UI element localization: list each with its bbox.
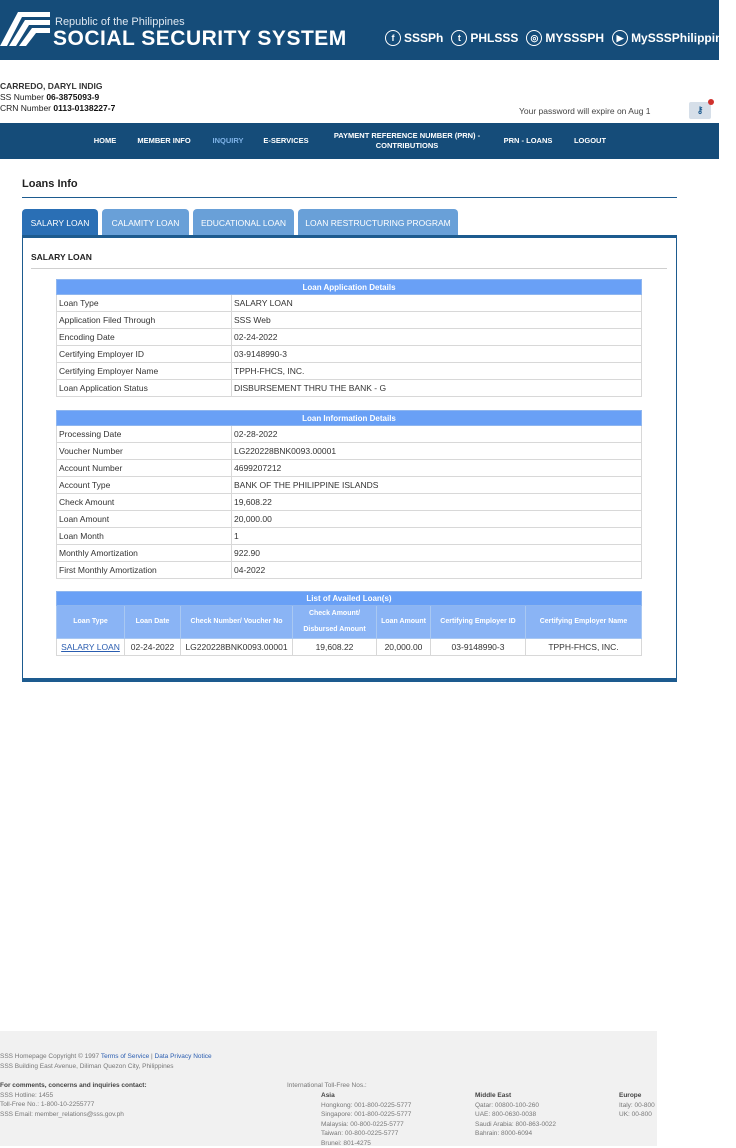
social-youtube[interactable] <box>612 30 736 46</box>
field-value: SSS Web <box>232 312 642 329</box>
field-label: Certifying Employer Name <box>57 363 232 380</box>
sss-logo-icon[interactable] <box>0 12 50 46</box>
republic-label: Republic of the Philippines <box>55 16 185 28</box>
field-value: 1 <box>232 528 642 545</box>
password-settings-button[interactable] <box>689 102 711 119</box>
facebook-icon: f <box>385 30 401 46</box>
field-label: Loan Application Status <box>57 380 232 397</box>
field-label: Monthly Amortization <box>57 545 232 562</box>
field-label: Loan Month <box>57 528 232 545</box>
site-title[interactable]: SOCIAL SECURITY SYSTEM <box>53 27 347 51</box>
list-item: Brunei: 801-4275 <box>321 1139 411 1148</box>
list-item: UAE: 800-0630-0038 <box>475 1110 556 1120</box>
terms-link[interactable]: Terms of Service <box>101 1053 149 1060</box>
table-caption: Loan Application Details <box>57 280 642 295</box>
notification-dot <box>708 99 714 105</box>
employer-name-cell: TPPH-FHCS, INC. <box>526 639 642 656</box>
voucher-cell: LG220228BNK0093.00001 <box>181 639 293 656</box>
field-value: 4699207212 <box>232 460 642 477</box>
field-label: Certifying Employer ID <box>57 346 232 363</box>
list-item: Taiwan: 00-800-0225-5777 <box>321 1129 411 1139</box>
social-facebook[interactable] <box>385 30 443 46</box>
copyright-text: SSS Homepage Copyright © 1997 <box>0 1053 99 1060</box>
table-row <box>57 329 642 346</box>
table-row <box>57 562 642 579</box>
europe-numbers <box>619 1091 657 1120</box>
column-header: Loan Amount <box>377 606 431 639</box>
instagram-icon: ◎ <box>526 30 542 46</box>
social-twitter-label: PHLSSS <box>470 31 518 45</box>
table-caption: Loan Information Details <box>57 411 642 426</box>
nav-prn-loans[interactable]: PRN - LOANS <box>498 123 558 159</box>
ss-number-row <box>0 92 115 103</box>
table-row <box>57 511 642 528</box>
field-value: BANK OF THE PHILIPPINE ISLANDS <box>232 477 642 494</box>
field-value: 02-28-2022 <box>232 426 642 443</box>
field-value: DISBURSEMENT THRU THE BANK - G <box>232 380 642 397</box>
tollfree-text: Toll-Free No.: 1-800-10-2255777 <box>0 1100 147 1110</box>
main-nav <box>0 123 719 159</box>
nav-inquiry[interactable]: INQUIRY <box>208 123 248 159</box>
panel-divider <box>31 268 667 269</box>
nav-home[interactable]: HOME <box>88 123 122 159</box>
heading-divider <box>22 197 677 198</box>
site-footer <box>0 1031 657 1146</box>
footer-copyright <box>0 1052 212 1071</box>
tab-salary-loan[interactable]: SALARY LOAN <box>22 209 98 236</box>
table-row <box>57 380 642 397</box>
crn-number-value: 0113-0138227-7 <box>53 103 115 113</box>
nav-logout[interactable]: LOGOUT <box>569 123 611 159</box>
loan-type-cell <box>57 639 125 656</box>
salary-loan-panel <box>22 235 677 682</box>
table-row <box>57 312 642 329</box>
tab-calamity-loan[interactable]: CALAMITY LOAN <box>102 209 189 236</box>
social-twitter[interactable] <box>451 30 518 46</box>
nav-prn-contributions[interactable]: PAYMENT REFERENCE NUMBER (PRN) - CONTRIBUTIONS <box>326 123 488 159</box>
availed-loans-table <box>56 591 642 656</box>
list-item: Italy: 00-800 <box>619 1101 657 1111</box>
field-value: LG220228BNK0093.00001 <box>232 443 642 460</box>
field-value: 04-2022 <box>232 562 642 579</box>
loan-date-cell: 02-24-2022 <box>125 639 181 656</box>
column-header: Check Number/ Voucher No <box>181 606 293 639</box>
contact-title: For comments, concerns and inquiries contact: <box>0 1081 147 1091</box>
privacy-link[interactable]: Data Privacy Notice <box>155 1053 212 1060</box>
field-label: Application Filed Through <box>57 312 232 329</box>
link-separator: | <box>151 1053 153 1060</box>
nav-member-info[interactable]: MEMBER INFO <box>134 123 194 159</box>
member-name: CARREDO, DARYL INDIG <box>0 81 115 92</box>
loan-application-table <box>56 279 642 397</box>
field-label: Account Type <box>57 477 232 494</box>
table-row <box>57 545 642 562</box>
table-row <box>57 363 642 380</box>
crn-number-row <box>0 103 115 114</box>
password-expiry-notice: Your password will expire on Aug 1 <box>519 106 651 116</box>
social-facebook-label: SSSPh <box>404 31 443 45</box>
mideast-numbers <box>475 1091 556 1139</box>
member-info <box>0 81 115 114</box>
field-label: Check Amount <box>57 494 232 511</box>
column-header: Check Amount/ Disbursed Amount <box>293 606 377 639</box>
column-header: Loan Type <box>57 606 125 639</box>
field-label: Voucher Number <box>57 443 232 460</box>
field-label: Processing Date <box>57 426 232 443</box>
table-row <box>57 460 642 477</box>
social-instagram-label: MYSSSPH <box>545 31 604 45</box>
ss-number-label: SS Number <box>0 92 44 102</box>
list-item: Singapore: 001-800-0225-5777 <box>321 1110 411 1120</box>
field-value: SALARY LOAN <box>232 295 642 312</box>
column-header: Loan Date <box>125 606 181 639</box>
footer-address: SSS Building East Avenue, Diliman Quezon City, Philippines <box>0 1062 212 1072</box>
table-row <box>57 639 642 656</box>
intl-title: International Toll-Free Nos.: <box>287 1081 367 1091</box>
loan-information-table <box>56 410 642 579</box>
loan-amount-cell: 20,000.00 <box>377 639 431 656</box>
employer-id-cell: 03-9148990-3 <box>431 639 526 656</box>
europe-title: Europe <box>619 1091 657 1101</box>
tab-loan-restructuring[interactable]: LOAN RESTRUCTURING PROGRAM <box>298 209 458 236</box>
page-title: Loans Info <box>22 178 78 190</box>
field-value: 19,608.22 <box>232 494 642 511</box>
list-item: Qatar: 00800-100-260 <box>475 1101 556 1111</box>
table-row <box>57 443 642 460</box>
mideast-title: Middle East <box>475 1091 556 1101</box>
field-label: Account Number <box>57 460 232 477</box>
column-header: Certifying Employer ID <box>431 606 526 639</box>
footer-contact <box>0 1081 147 1119</box>
social-links <box>385 30 736 46</box>
list-item: Bahrain: 8000-6094 <box>475 1129 556 1139</box>
ss-number-value: 06-3875093-9 <box>46 92 99 102</box>
field-value: 922.90 <box>232 545 642 562</box>
asia-title: Asia <box>321 1091 411 1101</box>
table-row <box>57 295 642 312</box>
list-item: Malaysia: 00-800-0225-5777 <box>321 1120 411 1130</box>
field-label: Loan Amount <box>57 511 232 528</box>
asia-numbers <box>321 1091 411 1148</box>
hotline-text: SSS Hotline: 1455 <box>0 1091 147 1101</box>
tab-educational-loan[interactable]: EDUCATIONAL LOAN <box>193 209 294 236</box>
salary-loan-link[interactable]: SALARY LOAN <box>61 642 120 652</box>
list-item: UK: 00-800 <box>619 1110 657 1120</box>
list-item: Saudi Arabia: 800-863-0022 <box>475 1120 556 1130</box>
panel-title: SALARY LOAN <box>31 252 92 262</box>
field-label: Encoding Date <box>57 329 232 346</box>
crn-number-label: CRN Number <box>0 103 51 113</box>
table-row <box>57 494 642 511</box>
key-icon: ⚷ <box>697 105 704 116</box>
table-row <box>57 426 642 443</box>
field-label: First Monthly Amortization <box>57 562 232 579</box>
field-value: 02-24-2022 <box>232 329 642 346</box>
field-value: 03-9148990-3 <box>232 346 642 363</box>
table-row <box>57 528 642 545</box>
site-header <box>0 0 719 60</box>
field-value: 20,000.00 <box>232 511 642 528</box>
field-label: Loan Type <box>57 295 232 312</box>
table-row <box>57 346 642 363</box>
field-value: TPPH-FHCS, INC. <box>232 363 642 380</box>
column-header: Certifying Employer Name <box>526 606 642 639</box>
list-item: Hongkong: 001-800-0225-5777 <box>321 1101 411 1111</box>
table-row <box>57 477 642 494</box>
check-amount-cell: 19,608.22 <box>293 639 377 656</box>
social-youtube-label: MySSSPhilippines <box>631 31 736 45</box>
twitter-icon: t <box>451 30 467 46</box>
social-instagram[interactable] <box>526 30 604 46</box>
table-caption: List of Availed Loan(s) <box>57 592 642 606</box>
youtube-icon: ▶ <box>612 30 628 46</box>
email-text: SSS Email: member_relations@sss.gov.ph <box>0 1110 147 1120</box>
nav-e-services[interactable]: E-SERVICES <box>259 123 313 159</box>
